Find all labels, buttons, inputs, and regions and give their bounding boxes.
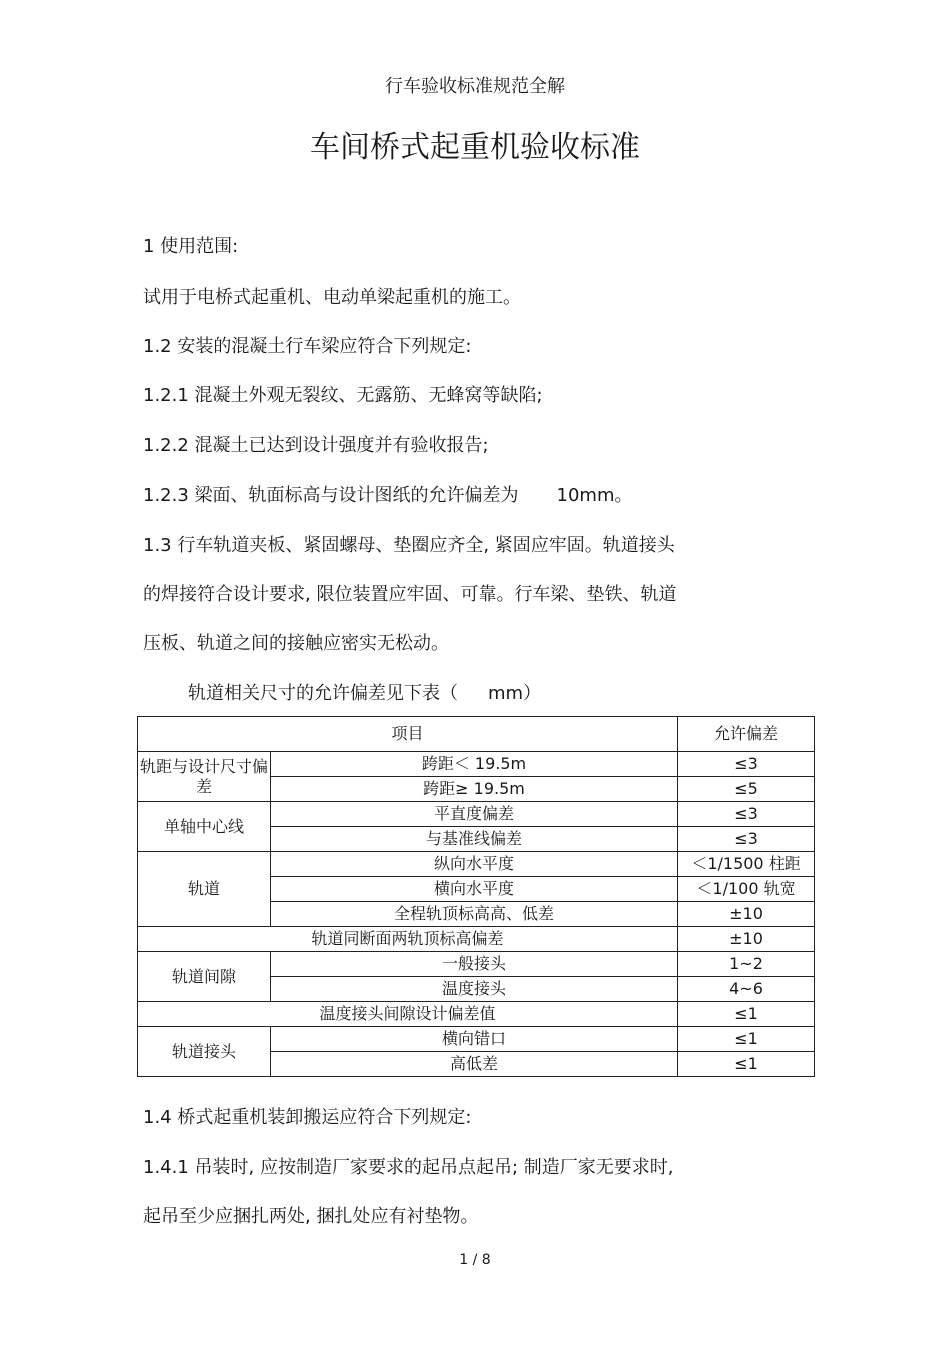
tolerance-table (137, 716, 815, 1077)
document-title: 车间桥式起重机验收标准 (310, 130, 640, 165)
table-header-row (138, 717, 815, 752)
row-item: 轨道同断面两轨顶标高偏差 (138, 927, 678, 952)
page-number: 1 / 8 (459, 1252, 491, 1268)
section-1-4-heading: 1.4 桥式起重机装卸搬运应符合下列规定: (143, 1107, 472, 1128)
clause-1-2-3-value: 10mm。 (556, 485, 633, 506)
row-tolerance: ≤3 (678, 827, 815, 852)
row-item: 温度接头 (271, 977, 678, 1002)
clause-1-2-2: 1.2.2 混凝土已达到设计强度并有验收报告; (143, 435, 489, 456)
row-tolerance: ≤3 (678, 802, 815, 827)
row-item: 跨距≥ 19.5m (271, 777, 678, 802)
row-item: 横向水平度 (271, 877, 678, 902)
row-tolerance: ≤1 (678, 1052, 815, 1077)
table-row (138, 1027, 815, 1052)
row-item: 高低差 (271, 1052, 678, 1077)
row-tolerance: ≤5 (678, 777, 815, 802)
table-caption (188, 679, 541, 705)
row-item: 纵向水平度 (271, 852, 678, 877)
header-item: 项目 (138, 717, 678, 752)
row-tolerance: ±10 (678, 927, 815, 952)
row-item: 平直度偏差 (271, 802, 678, 827)
section-1-2-heading: 1.2 安装的混凝土行车梁应符合下列规定: (143, 336, 472, 357)
row-item: 横向错口 (271, 1027, 678, 1052)
section-1-heading: 1 使用范围: (143, 236, 239, 257)
clause-1-4-1-line2: 起吊至少应捆扎两处, 捆扎处应有衬垫物。 (143, 1206, 479, 1227)
table-row (138, 852, 815, 877)
clause-1-2-3-text: 1.2.3 梁面、轨面标高与设计图纸的允许偏差为 (143, 485, 519, 506)
table-row (138, 752, 815, 777)
row-item: 温度接头间隙设计偏差值 (138, 1002, 678, 1027)
group-label-joint: 轨道接头 (138, 1027, 271, 1077)
row-tolerance: ±10 (678, 902, 815, 927)
clause-1-3-line3: 压板、轨道之间的接触应密实无松动。 (143, 633, 449, 654)
row-item: 一般接头 (271, 952, 678, 977)
clause-1-4-1-line1: 1.4.1 吊装时, 应按制造厂家要求的起吊点起吊; 制造厂家无要求时, (143, 1157, 674, 1178)
scope-paragraph: 试用于电桥式起重机、电动单梁起重机的施工。 (143, 287, 521, 308)
row-tolerance: ≤1 (678, 1027, 815, 1052)
group-label-gauge: 轨距与设计尺寸偏差 (138, 752, 271, 802)
row-tolerance: ＜1/100 轨宽 (678, 877, 815, 902)
group-label-centerline: 单轴中心线 (138, 802, 271, 852)
group-label-gap: 轨道间隙 (138, 952, 271, 1002)
row-tolerance: 4~6 (678, 977, 815, 1002)
table-caption-text: 轨道相关尺寸的允许偏差见下表（ (188, 683, 458, 704)
clause-1-2-3 (143, 481, 633, 507)
group-label-track: 轨道 (138, 852, 271, 927)
table-row (138, 952, 815, 977)
row-item: 跨距＜ 19.5m (271, 752, 678, 777)
clause-1-3-line1: 1.3 行车轨道夹板、紧固螺母、垫圈应齐全, 紧固应牢固。轨道接头 (143, 535, 675, 556)
clause-1-2-1: 1.2.1 混凝土外观无裂纹、无露筋、无蜂窝等缺陷; (143, 385, 543, 406)
row-item: 与基准线偏差 (271, 827, 678, 852)
table-row (138, 802, 815, 827)
row-tolerance: ≤1 (678, 1002, 815, 1027)
clause-1-3-line2: 的焊接符合设计要求, 限位装置应牢固、可靠。行车梁、垫铁、轨道 (143, 584, 677, 605)
table-row (138, 927, 815, 952)
row-tolerance: 1~2 (678, 952, 815, 977)
table-row (138, 1002, 815, 1027)
running-header: 行车验收标准规范全解 (385, 76, 565, 97)
header-tolerance: 允许偏差 (678, 717, 815, 752)
table-caption-unit: mm） (488, 683, 542, 704)
row-tolerance: ≤3 (678, 752, 815, 777)
row-tolerance: ＜1/1500 柱距 (678, 852, 815, 877)
row-item: 全程轨顶标高高、低差 (271, 902, 678, 927)
